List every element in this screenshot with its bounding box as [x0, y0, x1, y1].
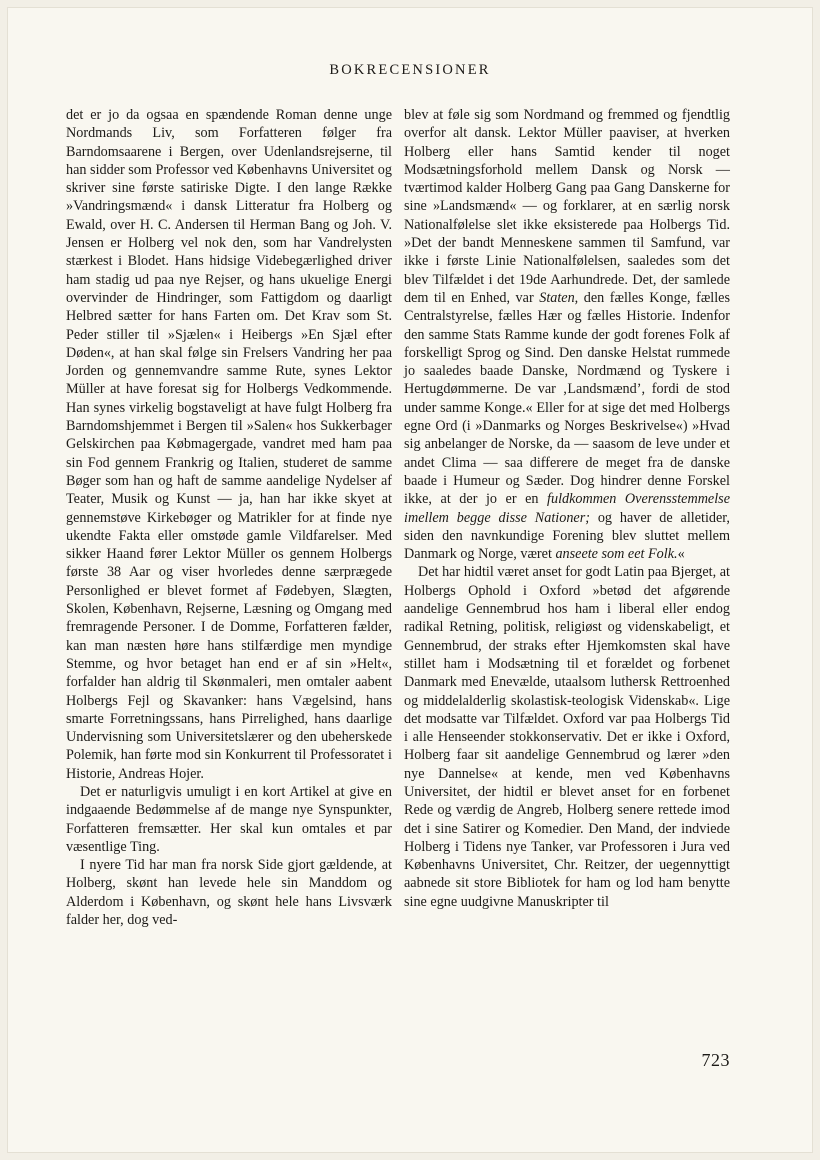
- text-run: blev at føle sig som Nordmand og fremmed og fjendtlig overfor alt dansk. Lektor Müller paaviser, at hverken Holberg eller hans Samtid kender til noget Modsætningsforhold mellem Dansk og Norsk — tværtimod kalder Holberg Gang paa Gang Danskerne for sine »Landsmænd« — og forklarer, at en særlig norsk Nationalfølelse slet ikke eksisterede paa Holbergs Tid. »Det der bandt Menneskene sammen til Samfund, var ikke i første Linie Nationalfølelsen, saaledes som det blev Tilfældet i det 19de Aarhundrede. Det, der samlede dem til en Enhed, var: [404, 107, 730, 306]
- paragraph: Det har hidtil været anset for godt Latin paa Bjerget, at Holbergs Ophold i Oxford »betød det afgørende aandelige Gennembrud hos ham i liberal eller endog radikal Retning, politisk, religiøst og videnskabeligt, et Gennembrud, der straks efter Hjemkomsten skal have stillet ham i Modsætning til et forældet og forbenet Danmark med Enevælde, utaalsom luthersk Rettroenhed og middelalderlig skolastisk-teologisk Videnskab«. Lige det modsatte var Tilfældet. Oxford var paa Holbergs Tid i alle Henseender stokkonservativ. Det er ikke i Oxford, Holberg faar sit aandelige Gennembrud og lærer »den nye Dannelse« at kende, men ved Københavns Universitet, der hidtil er blevet anset for en forbenet Rede og værdig de Angreb, Holberg senere rettede imod det i sine Satirer og Komedier. Den Mand, der indviede Holberg i Tidens nye Tanker, var Professoren i Jura ved Københavns Universitet, Chr. Reitzer, der uegennyttigt aabnede sit store Bibliotek for ham og lod ham benytte sine egne uudgivne Manuskripter til: [404, 564, 730, 910]
- right-column: [404, 106, 730, 911]
- emphasis-text: Staten,: [539, 289, 579, 306]
- running-title: BOKRECENSIONER: [329, 62, 491, 78]
- emphasis-text: anseete som eet Folk.: [555, 546, 678, 563]
- emphasis-text: fuldkommen Overensstemmelse imellem begge disse Nationer;: [404, 491, 730, 526]
- page-number: 723: [701, 1050, 730, 1070]
- text-run: «: [677, 546, 685, 563]
- text-run: og haver de alletider, siden den navnkundige Forening blev sluttet mellem Danmark og Norge, været: [404, 509, 730, 563]
- left-column: [66, 106, 392, 929]
- paragraph: [404, 106, 730, 563]
- text-run: den fælles Konge, fælles Centralstyrelse, fælles Hær og fælles Historie. Indenfor den samme Stats Ramme kunde der godt forenes Folk af forskelligt Sprog og Sind. Den danske Helstat rummede jo saaledes baade Danske, Nordmænd og Tyskere i Hertugdømmerne. De var ‚Landsmænd’, fordi de stod under samme Konge.« Eller for at sige det med Holbergs egne Ord (i »Danmarks og Norges Beskrivelse«) »Hvad sig anbelanger de Norske, da — saasom de leve under et andet Clima — saa differere de meget fra de danske baade i Humeur og Sæder. Dog hindrer denne Forskel ikke, at der jo er en: [404, 289, 730, 508]
- paragraph: I nyere Tid har man fra norsk Side gjort gældende, at Holberg, skønt han levede hele sin Manddom og Alderdom i København, og skønt hele hans Livsværk falder her, dog ved-: [66, 857, 392, 929]
- paragraph: Det er naturligvis umuligt i en kort Artikel at give en indgaaende Bedømmelse af de mange nye Synspunkter, Forfatteren fremsætter. Her skal kun omtales et par væsentlige Ting.: [66, 783, 392, 855]
- paragraph: det er jo da ogsaa en spændende Roman denne unge Nordmands Liv, som Forfatteren følger fra Barndomsaarene i Bergen, over Udenlandsrejserne, til han sidder som Professor ved Københavns Universitet og skriver sine første satiriske Digte. I den lange Række »Vandringsmænd« i dansk Litteratur fra Holberg og Ewald, over H. C. Andersen til Herman Bang og Joh. V. Jensen er Holberg vel nok den, som har Vandrelysten stærkest i Blodet. Hans hidsige Videbegærlighed driver ham stadig ud paa nye Rejser, og hans ukuelige Energi overvinder de Hindringer, som Fattigdom og daarligt Helbred sætter for hans Farten om. Det Krav som St. Peder stiller til »Sjælen« i Heibergs »En Sjæl efter Døden«, at han skal følge sin Frelsers Vandring her paa Jorden og gennemvandre samme Rute, synes Lektor Müller at have foresat sig for Holbergs Vedkommende. Han synes virkelig bogstaveligt at have fulgt Holberg fra Barndomshjemmet i Bergen til »Salen« hos Sukkerbager Gelskirchen paa Købmagergade, vandret med ham paa sin Fod gennem Frankrig og Italien, studeret de samme Bøger som han og haft de samme aandelige Nydelser af Teater, Musik og Kunst — ja, han har ikke skyet at gennemstøve Kirkebøger og Matrikler for at finde nye ukendte Fakta eller omstøde gamle Vildfarelser. Med sikker Haand fører Lektor Müller os gennem Holbergs første 38 Aar og viser hvorledes denne særprægede Personlighed er blevet formet af Fødebyen, Slægten, Skolen, København, Rejserne, Læsning og Omgang med fremragende Personer. I de Domme, Forfatteren fælder, kan man næsten høre hans stilfærdige men myndige Stemme, og hvor betaget han end er af sin »Helt«, forfalder han aldrig til Skønmaleri, men omtaler aabent Holbergs Fejl og Skavanker: hans Vægelsind, hans smarte Forretningssans, hans Pirrelighed, hans daarlige Undervisning som Universitetslærer og den ubeherskede Polemik, han førte mod sin Konkurrent til Professoratet i Historie, Andreas Hojer.: [66, 107, 392, 782]
